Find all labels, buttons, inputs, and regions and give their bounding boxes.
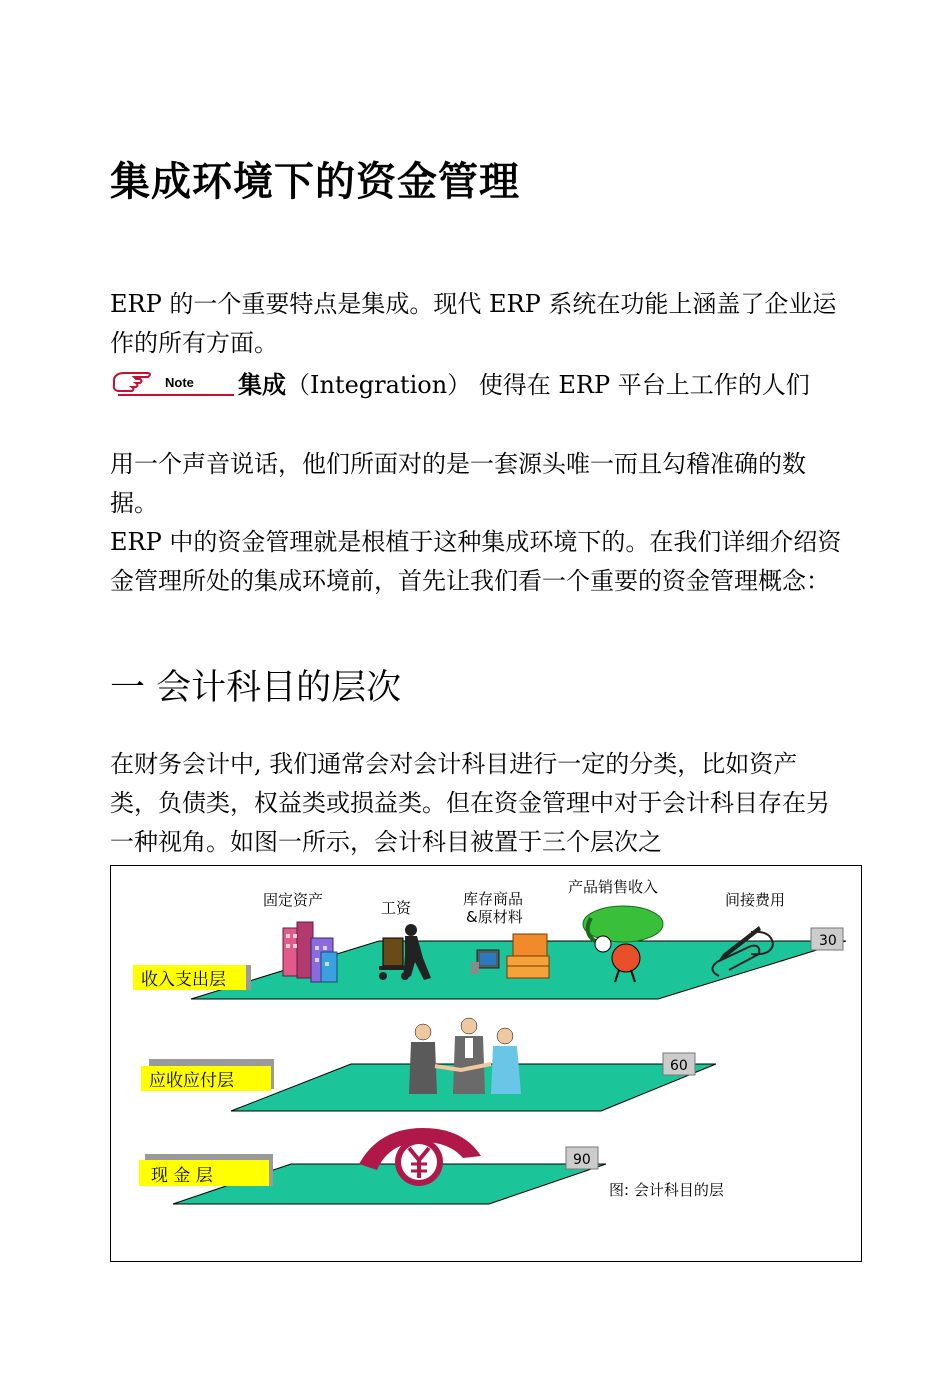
- account-layers-figure: [110, 865, 862, 1262]
- document-title: 集成环境下的资金管理: [110, 159, 520, 205]
- note-pointing-hand-icon: [110, 365, 235, 399]
- expenses-label: 间接费用: [725, 891, 786, 909]
- inventory-label-2: &原材料: [466, 908, 523, 926]
- fixed-assets-label: 固定资产: [263, 891, 324, 909]
- badge-30: 30: [819, 933, 837, 949]
- intro-paragraph: ERP 的一个重要特点是集成。现代 ERP 系统在功能上涵盖了企业运作的所有方面。: [110, 290, 837, 357]
- sales-revenue-label: 产品销售收入: [568, 878, 659, 896]
- body-paragraph-2: 用一个声音说话，他们所面对的是一套源头唯一而且勾稽准确的数据。: [110, 450, 806, 517]
- section-heading: 一 会计科目的层次: [110, 668, 402, 708]
- wages-label: 工资: [381, 899, 412, 917]
- body-paragraph-3: ERP 中的资金管理就是根植于这种集成环境下的。在我们详细介绍资金管理所处的集成环境前，首先让我们看一个重要的资金管理概念：: [110, 528, 842, 595]
- business-handshake-icon: [409, 1018, 521, 1094]
- layers-diagram: [111, 866, 862, 1262]
- figure-caption: 图: 会计科目的层: [609, 1181, 724, 1199]
- office-buildings-icon: [283, 922, 337, 982]
- note-keyword: 集成: [238, 371, 286, 399]
- receivable-payable-label: 应收应付层: [149, 1071, 234, 1091]
- note-line: [110, 363, 855, 407]
- badge-90: 90: [573, 1152, 591, 1168]
- income-expense-label: 收入支出层: [141, 970, 226, 990]
- cash-label: 现 金 层: [151, 1166, 213, 1186]
- note-text: （Integration） 使得在 ERP 平台上工作的人们: [286, 371, 810, 399]
- badge-60: 60: [670, 1058, 688, 1074]
- body-paragraph-4: 在财务会计中, 我们通常会对会计科目进行一定的分类，比如资产类，负债类，权益类或损益类。但在资金管理中对于会计科目存在另一种视角。如图一所示，会计科目被置于三个层次之: [110, 750, 830, 856]
- inventory-label-1: 库存商品: [463, 890, 524, 908]
- note-icon-label: Note: [165, 375, 194, 390]
